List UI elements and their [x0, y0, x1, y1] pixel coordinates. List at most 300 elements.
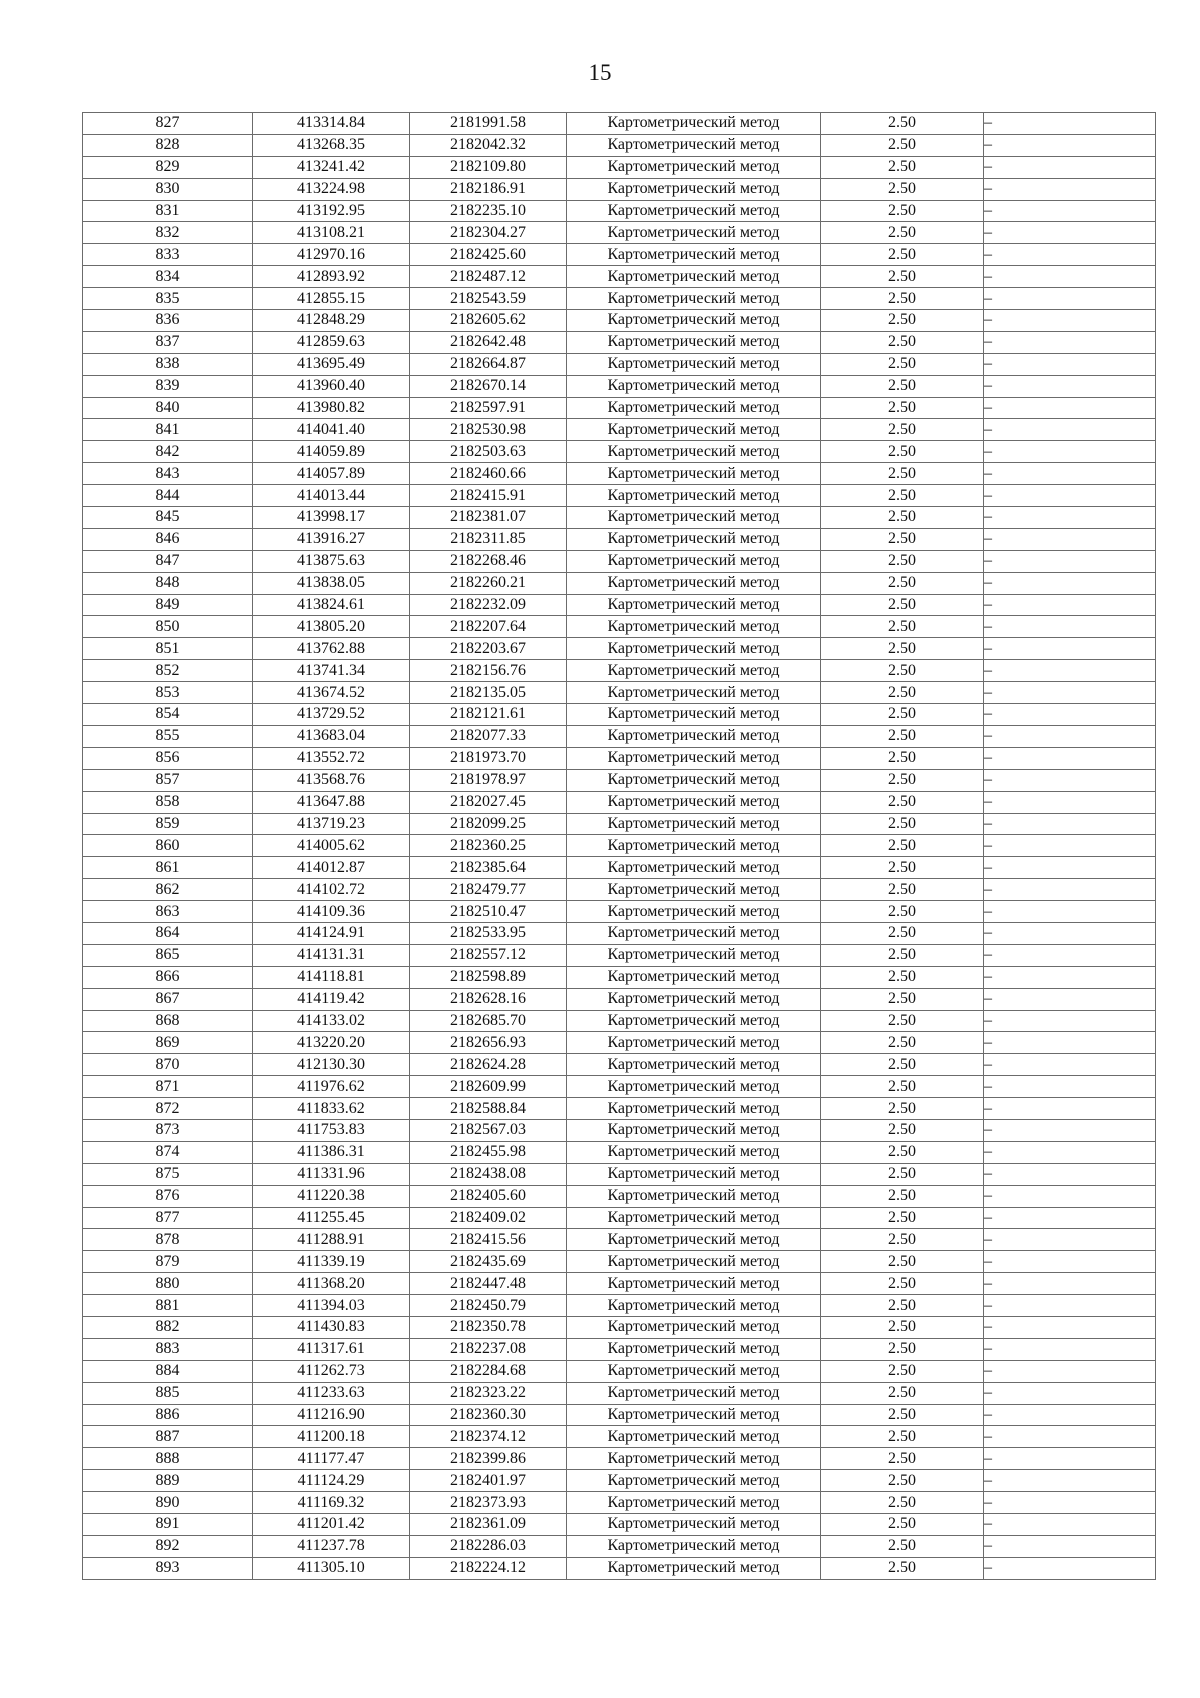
description-cell: –	[984, 375, 1156, 397]
table-row	[83, 747, 1156, 769]
method-cell: Картометрический метод	[567, 113, 821, 135]
method-cell: Картометрический метод	[567, 682, 821, 704]
x-coordinate-cell: 411368.20	[253, 1273, 410, 1295]
precision-cell: 2.50	[821, 507, 984, 529]
description-cell: –	[984, 485, 1156, 507]
description-cell: –	[984, 616, 1156, 638]
method-cell: Картометрический метод	[567, 331, 821, 353]
y-coordinate-cell: 2182415.91	[410, 485, 567, 507]
y-coordinate-cell: 2182409.02	[410, 1207, 567, 1229]
y-coordinate-cell: 2182450.79	[410, 1295, 567, 1317]
method-cell: Картометрический метод	[567, 1360, 821, 1382]
x-coordinate-cell: 411317.61	[253, 1338, 410, 1360]
point-number-cell: 880	[83, 1273, 253, 1295]
method-cell: Картометрический метод	[567, 879, 821, 901]
method-cell: Картометрический метод	[567, 1535, 821, 1557]
method-cell: Картометрический метод	[567, 441, 821, 463]
table-row	[83, 1076, 1156, 1098]
description-cell: –	[984, 944, 1156, 966]
table-row	[83, 1273, 1156, 1295]
method-cell: Картометрический метод	[567, 791, 821, 813]
table-row	[83, 397, 1156, 419]
point-number-cell: 846	[83, 528, 253, 550]
y-coordinate-cell: 2182530.98	[410, 419, 567, 441]
table-row	[83, 1535, 1156, 1557]
point-number-cell: 837	[83, 331, 253, 353]
x-coordinate-cell: 414131.31	[253, 944, 410, 966]
point-number-cell: 848	[83, 572, 253, 594]
table-row	[83, 988, 1156, 1010]
method-cell: Картометрический метод	[567, 1098, 821, 1120]
precision-cell: 2.50	[821, 244, 984, 266]
method-cell: Картометрический метод	[567, 1251, 821, 1273]
method-cell: Картометрический метод	[567, 1514, 821, 1536]
precision-cell: 2.50	[821, 1338, 984, 1360]
y-coordinate-cell: 2182203.67	[410, 638, 567, 660]
precision-cell: 2.50	[821, 1316, 984, 1338]
x-coordinate-cell: 413729.52	[253, 704, 410, 726]
description-cell: –	[984, 594, 1156, 616]
description-cell: –	[984, 1010, 1156, 1032]
precision-cell: 2.50	[821, 134, 984, 156]
table-row	[83, 1448, 1156, 1470]
description-cell: –	[984, 200, 1156, 222]
y-coordinate-cell: 2182361.09	[410, 1514, 567, 1536]
point-number-cell: 881	[83, 1295, 253, 1317]
precision-cell: 2.50	[821, 353, 984, 375]
x-coordinate-cell: 411124.29	[253, 1470, 410, 1492]
y-coordinate-cell: 2182323.22	[410, 1382, 567, 1404]
point-number-cell: 872	[83, 1098, 253, 1120]
point-number-cell: 869	[83, 1032, 253, 1054]
y-coordinate-cell: 2182460.66	[410, 463, 567, 485]
method-cell: Картометрический метод	[567, 528, 821, 550]
method-cell: Картометрический метод	[567, 1492, 821, 1514]
point-number-cell: 847	[83, 550, 253, 572]
y-coordinate-cell: 2182135.05	[410, 682, 567, 704]
point-number-cell: 840	[83, 397, 253, 419]
y-coordinate-cell: 2182567.03	[410, 1119, 567, 1141]
x-coordinate-cell: 411386.31	[253, 1141, 410, 1163]
x-coordinate-cell: 411430.83	[253, 1316, 410, 1338]
description-cell: –	[984, 747, 1156, 769]
method-cell: Картометрический метод	[567, 660, 821, 682]
method-cell: Картометрический метод	[567, 1295, 821, 1317]
description-cell: –	[984, 813, 1156, 835]
x-coordinate-cell: 411833.62	[253, 1098, 410, 1120]
y-coordinate-cell: 2182099.25	[410, 813, 567, 835]
y-coordinate-cell: 2182042.32	[410, 134, 567, 156]
point-number-cell: 863	[83, 901, 253, 923]
table-row	[83, 1098, 1156, 1120]
table-row	[83, 1163, 1156, 1185]
method-cell: Картометрический метод	[567, 725, 821, 747]
description-cell: –	[984, 638, 1156, 660]
point-number-cell: 871	[83, 1076, 253, 1098]
table-row	[83, 682, 1156, 704]
method-cell: Картометрический метод	[567, 134, 821, 156]
precision-cell: 2.50	[821, 704, 984, 726]
table-row	[83, 222, 1156, 244]
y-coordinate-cell: 2182588.84	[410, 1098, 567, 1120]
x-coordinate-cell: 413683.04	[253, 725, 410, 747]
method-cell: Картометрический метод	[567, 769, 821, 791]
y-coordinate-cell: 2182373.93	[410, 1492, 567, 1514]
table-row	[83, 1251, 1156, 1273]
precision-cell: 2.50	[821, 638, 984, 660]
table-row	[83, 528, 1156, 550]
point-number-cell: 831	[83, 200, 253, 222]
precision-cell: 2.50	[821, 1492, 984, 1514]
table-row	[83, 857, 1156, 879]
method-cell: Картометрический метод	[567, 988, 821, 1010]
x-coordinate-cell: 411200.18	[253, 1426, 410, 1448]
precision-cell: 2.50	[821, 1557, 984, 1579]
precision-cell: 2.50	[821, 682, 984, 704]
method-cell: Картометрический метод	[567, 1119, 821, 1141]
description-cell: –	[984, 134, 1156, 156]
x-coordinate-cell: 411331.96	[253, 1163, 410, 1185]
point-number-cell: 879	[83, 1251, 253, 1273]
y-coordinate-cell: 2182503.63	[410, 441, 567, 463]
precision-cell: 2.50	[821, 1185, 984, 1207]
table-row	[83, 1032, 1156, 1054]
y-coordinate-cell: 2182121.61	[410, 704, 567, 726]
y-coordinate-cell: 2182685.70	[410, 1010, 567, 1032]
point-number-cell: 842	[83, 441, 253, 463]
description-cell: –	[984, 1557, 1156, 1579]
table-row	[83, 1338, 1156, 1360]
x-coordinate-cell: 412855.15	[253, 288, 410, 310]
y-coordinate-cell: 2182027.45	[410, 791, 567, 813]
point-number-cell: 877	[83, 1207, 253, 1229]
y-coordinate-cell: 2182405.60	[410, 1185, 567, 1207]
description-cell: –	[984, 463, 1156, 485]
method-cell: Картометрический метод	[567, 1557, 821, 1579]
y-coordinate-cell: 2182186.91	[410, 178, 567, 200]
precision-cell: 2.50	[821, 1076, 984, 1098]
x-coordinate-cell: 411394.03	[253, 1295, 410, 1317]
table-row	[83, 725, 1156, 747]
table-row	[83, 463, 1156, 485]
point-number-cell: 865	[83, 944, 253, 966]
description-cell: –	[984, 791, 1156, 813]
precision-cell: 2.50	[821, 1514, 984, 1536]
x-coordinate-cell: 411237.78	[253, 1535, 410, 1557]
precision-cell: 2.50	[821, 879, 984, 901]
table-row	[83, 660, 1156, 682]
x-coordinate-cell: 413568.76	[253, 769, 410, 791]
description-cell: –	[984, 725, 1156, 747]
table-row	[83, 1054, 1156, 1076]
method-cell: Картометрический метод	[567, 1470, 821, 1492]
precision-cell: 2.50	[821, 747, 984, 769]
precision-cell: 2.50	[821, 113, 984, 135]
precision-cell: 2.50	[821, 1163, 984, 1185]
point-number-cell: 859	[83, 813, 253, 835]
precision-cell: 2.50	[821, 222, 984, 244]
table-row	[83, 134, 1156, 156]
point-number-cell: 833	[83, 244, 253, 266]
y-coordinate-cell: 2182642.48	[410, 331, 567, 353]
method-cell: Картометрический метод	[567, 857, 821, 879]
table-row	[83, 1229, 1156, 1251]
x-coordinate-cell: 411288.91	[253, 1229, 410, 1251]
point-number-cell: 873	[83, 1119, 253, 1141]
precision-cell: 2.50	[821, 1295, 984, 1317]
precision-cell: 2.50	[821, 528, 984, 550]
description-cell: –	[984, 113, 1156, 135]
point-number-cell: 866	[83, 966, 253, 988]
point-number-cell: 893	[83, 1557, 253, 1579]
point-number-cell: 856	[83, 747, 253, 769]
point-number-cell: 886	[83, 1404, 253, 1426]
method-cell: Картометрический метод	[567, 572, 821, 594]
description-cell: –	[984, 1273, 1156, 1295]
point-number-cell: 841	[83, 419, 253, 441]
precision-cell: 2.50	[821, 901, 984, 923]
y-coordinate-cell: 2182286.03	[410, 1535, 567, 1557]
description-cell: –	[984, 1514, 1156, 1536]
point-number-cell: 861	[83, 857, 253, 879]
precision-cell: 2.50	[821, 178, 984, 200]
y-coordinate-cell: 2182543.59	[410, 288, 567, 310]
table-row	[83, 375, 1156, 397]
precision-cell: 2.50	[821, 1470, 984, 1492]
x-coordinate-cell: 411201.42	[253, 1514, 410, 1536]
description-cell: –	[984, 397, 1156, 419]
x-coordinate-cell: 413241.42	[253, 156, 410, 178]
table-row	[83, 901, 1156, 923]
point-number-cell: 832	[83, 222, 253, 244]
table-row	[83, 1207, 1156, 1229]
method-cell: Картометрический метод	[567, 901, 821, 923]
description-cell: –	[984, 353, 1156, 375]
table-row	[83, 1557, 1156, 1579]
precision-cell: 2.50	[821, 156, 984, 178]
y-coordinate-cell: 2182479.77	[410, 879, 567, 901]
precision-cell: 2.50	[821, 944, 984, 966]
description-cell: –	[984, 835, 1156, 857]
description-cell: –	[984, 966, 1156, 988]
method-cell: Картометрический метод	[567, 1448, 821, 1470]
point-number-cell: 829	[83, 156, 253, 178]
description-cell: –	[984, 1360, 1156, 1382]
table-row	[83, 266, 1156, 288]
y-coordinate-cell: 2182624.28	[410, 1054, 567, 1076]
precision-cell: 2.50	[821, 1404, 984, 1426]
table-row	[83, 1404, 1156, 1426]
precision-cell: 2.50	[821, 310, 984, 332]
method-cell: Картометрический метод	[567, 922, 821, 944]
description-cell: –	[984, 1426, 1156, 1448]
table-row	[83, 1426, 1156, 1448]
x-coordinate-cell: 414059.89	[253, 441, 410, 463]
point-number-cell: 845	[83, 507, 253, 529]
x-coordinate-cell: 411233.63	[253, 1382, 410, 1404]
description-cell: –	[984, 1032, 1156, 1054]
method-cell: Картометрический метод	[567, 594, 821, 616]
method-cell: Картометрический метод	[567, 1054, 821, 1076]
y-coordinate-cell: 2182224.12	[410, 1557, 567, 1579]
x-coordinate-cell: 411220.38	[253, 1185, 410, 1207]
y-coordinate-cell: 2182360.25	[410, 835, 567, 857]
point-number-cell: 857	[83, 769, 253, 791]
y-coordinate-cell: 2182207.64	[410, 616, 567, 638]
description-cell: –	[984, 1119, 1156, 1141]
y-coordinate-cell: 2182232.09	[410, 594, 567, 616]
y-coordinate-cell: 2182260.21	[410, 572, 567, 594]
table-row	[83, 331, 1156, 353]
y-coordinate-cell: 2182628.16	[410, 988, 567, 1010]
description-cell: –	[984, 1338, 1156, 1360]
table-row	[83, 507, 1156, 529]
y-coordinate-cell: 2181973.70	[410, 747, 567, 769]
x-coordinate-cell: 412893.92	[253, 266, 410, 288]
y-coordinate-cell: 2182670.14	[410, 375, 567, 397]
method-cell: Картометрический метод	[567, 1338, 821, 1360]
table-row	[83, 1492, 1156, 1514]
precision-cell: 2.50	[821, 1382, 984, 1404]
method-cell: Картометрический метод	[567, 1010, 821, 1032]
point-number-cell: 876	[83, 1185, 253, 1207]
point-number-cell: 834	[83, 266, 253, 288]
method-cell: Картометрический метод	[567, 1076, 821, 1098]
y-coordinate-cell: 2182385.64	[410, 857, 567, 879]
precision-cell: 2.50	[821, 1098, 984, 1120]
table-row	[83, 1382, 1156, 1404]
point-number-cell: 892	[83, 1535, 253, 1557]
point-number-cell: 827	[83, 113, 253, 135]
precision-cell: 2.50	[821, 1229, 984, 1251]
method-cell: Картометрический метод	[567, 178, 821, 200]
precision-cell: 2.50	[821, 1141, 984, 1163]
table-row	[83, 353, 1156, 375]
y-coordinate-cell: 2182557.12	[410, 944, 567, 966]
description-cell: –	[984, 310, 1156, 332]
x-coordinate-cell: 413192.95	[253, 200, 410, 222]
description-cell: –	[984, 879, 1156, 901]
point-number-cell: 887	[83, 1426, 253, 1448]
y-coordinate-cell: 2182609.99	[410, 1076, 567, 1098]
x-coordinate-cell: 413998.17	[253, 507, 410, 529]
table-row	[83, 922, 1156, 944]
y-coordinate-cell: 2182447.48	[410, 1273, 567, 1295]
x-coordinate-cell: 413741.34	[253, 660, 410, 682]
description-cell: –	[984, 507, 1156, 529]
point-number-cell: 867	[83, 988, 253, 1010]
table-row	[83, 550, 1156, 572]
point-number-cell: 885	[83, 1382, 253, 1404]
point-number-cell: 835	[83, 288, 253, 310]
x-coordinate-cell: 414012.87	[253, 857, 410, 879]
x-coordinate-cell: 414013.44	[253, 485, 410, 507]
method-cell: Картометрический метод	[567, 1316, 821, 1338]
y-coordinate-cell: 2182597.91	[410, 397, 567, 419]
point-number-cell: 860	[83, 835, 253, 857]
y-coordinate-cell: 2182533.95	[410, 922, 567, 944]
table-row	[83, 441, 1156, 463]
precision-cell: 2.50	[821, 922, 984, 944]
table-row	[83, 879, 1156, 901]
table-row	[83, 572, 1156, 594]
precision-cell: 2.50	[821, 1273, 984, 1295]
table-row	[83, 1010, 1156, 1032]
method-cell: Картометрический метод	[567, 966, 821, 988]
x-coordinate-cell: 411177.47	[253, 1448, 410, 1470]
y-coordinate-cell: 2182399.86	[410, 1448, 567, 1470]
y-coordinate-cell: 2182598.89	[410, 966, 567, 988]
description-cell: –	[984, 331, 1156, 353]
point-number-cell: 852	[83, 660, 253, 682]
precision-cell: 2.50	[821, 1360, 984, 1382]
y-coordinate-cell: 2182360.30	[410, 1404, 567, 1426]
description-cell: –	[984, 266, 1156, 288]
x-coordinate-cell: 413647.88	[253, 791, 410, 813]
point-number-cell: 888	[83, 1448, 253, 1470]
description-cell: –	[984, 1251, 1156, 1273]
table-row	[83, 616, 1156, 638]
description-cell: –	[984, 682, 1156, 704]
method-cell: Картометрический метод	[567, 704, 821, 726]
point-number-cell: 858	[83, 791, 253, 813]
table-row	[83, 638, 1156, 660]
description-cell: –	[984, 1492, 1156, 1514]
description-cell: –	[984, 988, 1156, 1010]
table-row	[83, 156, 1156, 178]
method-cell: Картометрический метод	[567, 1163, 821, 1185]
description-cell: –	[984, 288, 1156, 310]
method-cell: Картометрический метод	[567, 616, 821, 638]
x-coordinate-cell: 411216.90	[253, 1404, 410, 1426]
y-coordinate-cell: 2182374.12	[410, 1426, 567, 1448]
description-cell: –	[984, 1098, 1156, 1120]
x-coordinate-cell: 411262.73	[253, 1360, 410, 1382]
precision-cell: 2.50	[821, 1119, 984, 1141]
point-number-cell: 838	[83, 353, 253, 375]
x-coordinate-cell: 413875.63	[253, 550, 410, 572]
x-coordinate-cell: 414005.62	[253, 835, 410, 857]
method-cell: Картометрический метод	[567, 747, 821, 769]
y-coordinate-cell: 2182268.46	[410, 550, 567, 572]
y-coordinate-cell: 2182510.47	[410, 901, 567, 923]
method-cell: Картометрический метод	[567, 200, 821, 222]
point-number-cell: 850	[83, 616, 253, 638]
point-number-cell: 884	[83, 1360, 253, 1382]
x-coordinate-cell: 413108.21	[253, 222, 410, 244]
precision-cell: 2.50	[821, 485, 984, 507]
table-row	[83, 813, 1156, 835]
table-row	[83, 1360, 1156, 1382]
precision-cell: 2.50	[821, 550, 984, 572]
description-cell: –	[984, 1054, 1156, 1076]
y-coordinate-cell: 2182425.60	[410, 244, 567, 266]
y-coordinate-cell: 2182304.27	[410, 222, 567, 244]
method-cell: Картометрический метод	[567, 222, 821, 244]
table-row	[83, 178, 1156, 200]
description-cell: –	[984, 704, 1156, 726]
precision-cell: 2.50	[821, 397, 984, 419]
method-cell: Картометрический метод	[567, 485, 821, 507]
x-coordinate-cell: 414109.36	[253, 901, 410, 923]
y-coordinate-cell: 2182381.07	[410, 507, 567, 529]
point-number-cell: 890	[83, 1492, 253, 1514]
description-cell: –	[984, 419, 1156, 441]
table-row	[83, 944, 1156, 966]
description-cell: –	[984, 1316, 1156, 1338]
description-cell: –	[984, 660, 1156, 682]
method-cell: Картометрический метод	[567, 1382, 821, 1404]
